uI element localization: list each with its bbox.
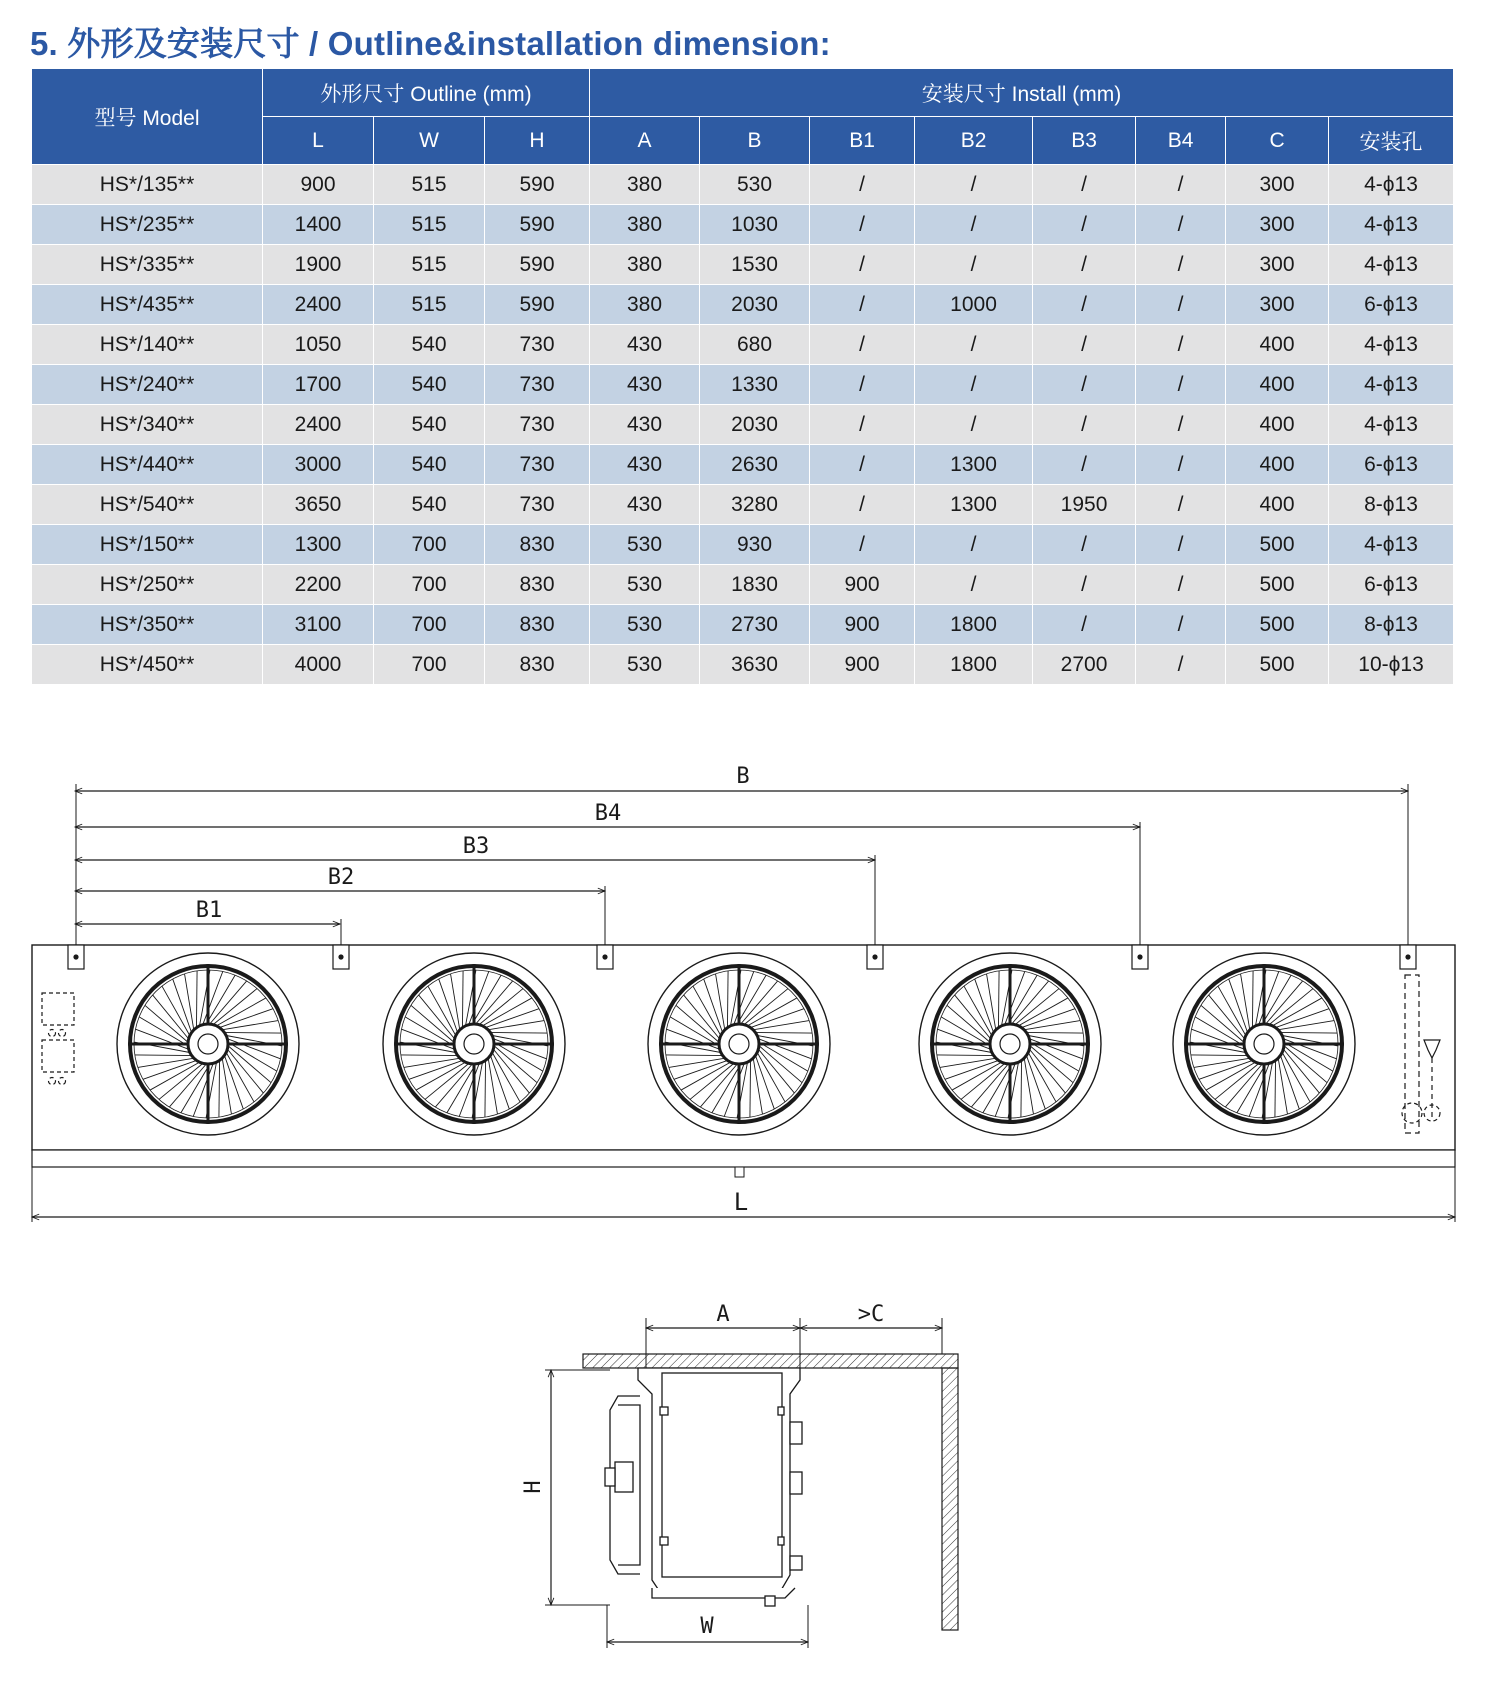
label-b4: B4: [594, 801, 622, 826]
value-cell: /: [810, 445, 915, 485]
value-cell: /: [810, 525, 915, 565]
model-header: 型号 Model: [32, 69, 263, 165]
value-cell: 540: [374, 485, 485, 525]
value-cell: 540: [374, 325, 485, 365]
label-c: >C: [857, 1302, 885, 1327]
value-cell: /: [915, 325, 1033, 365]
unit-side-profile: [605, 1368, 802, 1606]
value-cell: 400: [1226, 405, 1329, 445]
value-cell: 540: [374, 445, 485, 485]
col-header-b4: B4: [1136, 117, 1226, 165]
value-cell: 300: [1226, 165, 1329, 205]
value-cell: /: [810, 325, 915, 365]
dimension-w: [607, 1605, 808, 1648]
value-cell: /: [1136, 525, 1226, 565]
value-cell: /: [1136, 485, 1226, 525]
value-cell: 300: [1226, 245, 1329, 285]
dimension-b2: [75, 865, 605, 891]
value-cell: 900: [810, 565, 915, 605]
value-cell: /: [915, 165, 1033, 205]
outline-header: 外形尺寸 Outline (mm): [263, 69, 590, 117]
value-cell: 3650: [263, 485, 374, 525]
value-cell: /: [915, 205, 1033, 245]
model-cell: HS*/350**: [32, 605, 263, 645]
value-cell: 515: [374, 245, 485, 285]
value-cell: /: [1136, 405, 1226, 445]
value-cell: 515: [374, 285, 485, 325]
value-cell: 530: [590, 525, 700, 565]
value-cell: 680: [700, 325, 810, 365]
value-cell: 2030: [700, 285, 810, 325]
value-cell: 500: [1226, 565, 1329, 605]
value-cell: 590: [485, 205, 590, 245]
value-cell: /: [1136, 165, 1226, 205]
value-cell: 300: [1226, 205, 1329, 245]
value-cell: 2030: [700, 405, 810, 445]
value-cell: 530: [590, 605, 700, 645]
col-header-l: L: [263, 117, 374, 165]
model-cell: HS*/140**: [32, 325, 263, 365]
value-cell: /: [810, 365, 915, 405]
value-cell: 400: [1226, 365, 1329, 405]
value-cell: 430: [590, 485, 700, 525]
side-view: [521, 1302, 958, 1648]
dimension-b4: [75, 801, 1140, 827]
col-header-a: A: [590, 117, 700, 165]
value-cell: /: [1136, 445, 1226, 485]
value-cell: 530: [590, 645, 700, 685]
value-cell: 590: [485, 245, 590, 285]
value-cell: 4-ϕ13: [1329, 245, 1454, 285]
value-cell: 730: [485, 405, 590, 445]
value-cell: /: [1033, 245, 1136, 285]
value-cell: 1030: [700, 205, 810, 245]
drip-tray: [32, 1150, 1455, 1167]
value-cell: 830: [485, 525, 590, 565]
value-cell: 900: [810, 645, 915, 685]
value-cell: 900: [810, 605, 915, 645]
value-cell: /: [810, 165, 915, 205]
value-cell: 1300: [915, 445, 1033, 485]
value-cell: 830: [485, 605, 590, 645]
value-cell: 830: [485, 645, 590, 685]
value-cell: 2730: [700, 605, 810, 645]
model-cell: HS*/240**: [32, 365, 263, 405]
value-cell: /: [810, 285, 915, 325]
value-cell: 2700: [1033, 645, 1136, 685]
col-header-b1: B1: [810, 117, 915, 165]
value-cell: 730: [485, 325, 590, 365]
value-cell: /: [1136, 245, 1226, 285]
value-cell: 730: [485, 485, 590, 525]
value-cell: /: [915, 565, 1033, 605]
value-cell: 500: [1226, 605, 1329, 645]
value-cell: 430: [590, 445, 700, 485]
value-cell: /: [915, 245, 1033, 285]
fan-icon: [117, 953, 299, 1135]
page-title: 5. 外形及安装尺寸 / Outline&installation dimension:: [30, 25, 831, 62]
dimension-b: [75, 764, 1408, 791]
model-cell: HS*/435**: [32, 285, 263, 325]
value-cell: 590: [485, 165, 590, 205]
value-cell: 8-ϕ13: [1329, 605, 1454, 645]
value-cell: /: [1033, 605, 1136, 645]
model-cell: HS*/235**: [32, 205, 263, 245]
dimension-c: [800, 1302, 942, 1354]
model-cell: HS*/250**: [32, 565, 263, 605]
model-cell: HS*/440**: [32, 445, 263, 485]
install-header: 安装尺寸 Install (mm): [590, 69, 1454, 117]
value-cell: 4-ϕ13: [1329, 165, 1454, 205]
label-b2: B2: [327, 865, 355, 890]
dimension-h: [521, 1370, 610, 1605]
model-cell: HS*/135**: [32, 165, 263, 205]
value-cell: /: [1136, 325, 1226, 365]
value-cell: /: [1136, 565, 1226, 605]
value-cell: 1900: [263, 245, 374, 285]
value-cell: /: [1136, 365, 1226, 405]
value-cell: 4-ϕ13: [1329, 365, 1454, 405]
fan-icon: [1173, 953, 1355, 1135]
value-cell: 380: [590, 165, 700, 205]
value-cell: 1700: [263, 365, 374, 405]
label-b3: B3: [462, 834, 490, 859]
value-cell: 1000: [915, 285, 1033, 325]
value-cell: 1050: [263, 325, 374, 365]
value-cell: 700: [374, 565, 485, 605]
value-cell: 1800: [915, 645, 1033, 685]
label-h: H: [521, 1480, 546, 1494]
value-cell: /: [1033, 325, 1136, 365]
value-cell: 430: [590, 365, 700, 405]
col-header-c: C: [1226, 117, 1329, 165]
col-header-b2: B2: [915, 117, 1033, 165]
value-cell: 400: [1226, 325, 1329, 365]
label-b1: B1: [195, 898, 223, 923]
value-cell: 1400: [263, 205, 374, 245]
value-cell: 2200: [263, 565, 374, 605]
value-cell: 540: [374, 405, 485, 445]
value-cell: 6-ϕ13: [1329, 445, 1454, 485]
value-cell: /: [1033, 285, 1136, 325]
value-cell: /: [1033, 165, 1136, 205]
model-cell: HS*/450**: [32, 645, 263, 685]
value-cell: /: [1033, 205, 1136, 245]
value-cell: 1830: [700, 565, 810, 605]
value-cell: /: [1136, 205, 1226, 245]
value-cell: /: [810, 245, 915, 285]
value-cell: 930: [700, 525, 810, 565]
value-cell: 500: [1226, 645, 1329, 685]
col-header-holes: 安装孔: [1329, 117, 1454, 165]
value-cell: 300: [1226, 285, 1329, 325]
value-cell: 700: [374, 525, 485, 565]
value-cell: 3280: [700, 485, 810, 525]
value-cell: /: [1033, 365, 1136, 405]
wall: [942, 1368, 958, 1630]
value-cell: 500: [1226, 525, 1329, 565]
fan-icon: [648, 953, 830, 1135]
value-cell: 3000: [263, 445, 374, 485]
value-cell: 4-ϕ13: [1329, 325, 1454, 365]
value-cell: /: [1033, 445, 1136, 485]
label-a: A: [716, 1302, 730, 1327]
col-header-h: H: [485, 117, 590, 165]
dimension-b1: [75, 898, 340, 924]
value-cell: /: [1136, 285, 1226, 325]
value-cell: 6-ϕ13: [1329, 565, 1454, 605]
dimension-b3: [75, 834, 875, 860]
col-header-b3: B3: [1033, 117, 1136, 165]
drain-outlet: [735, 1167, 744, 1177]
value-cell: 1800: [915, 605, 1033, 645]
value-cell: 540: [374, 365, 485, 405]
value-cell: 4000: [263, 645, 374, 685]
value-cell: 700: [374, 605, 485, 645]
value-cell: /: [1136, 605, 1226, 645]
col-header-b: B: [700, 117, 810, 165]
value-cell: /: [915, 365, 1033, 405]
model-cell: HS*/540**: [32, 485, 263, 525]
fan-icon: [383, 953, 565, 1135]
value-cell: 1950: [1033, 485, 1136, 525]
value-cell: 380: [590, 205, 700, 245]
value-cell: 2400: [263, 405, 374, 445]
value-cell: /: [915, 405, 1033, 445]
value-cell: /: [1136, 645, 1226, 685]
value-cell: 1300: [915, 485, 1033, 525]
label-b: B: [736, 764, 750, 789]
value-cell: 1530: [700, 245, 810, 285]
value-cell: 730: [485, 365, 590, 405]
value-cell: 380: [590, 245, 700, 285]
value-cell: 380: [590, 285, 700, 325]
model-cell: HS*/340**: [32, 405, 263, 445]
value-cell: 4-ϕ13: [1329, 405, 1454, 445]
value-cell: 4-ϕ13: [1329, 205, 1454, 245]
value-cell: 400: [1226, 445, 1329, 485]
ceiling: [583, 1354, 958, 1368]
front-view: [32, 764, 1455, 1222]
value-cell: 6-ϕ13: [1329, 285, 1454, 325]
value-cell: /: [810, 205, 915, 245]
value-cell: 430: [590, 325, 700, 365]
label-l: L: [733, 1188, 749, 1216]
value-cell: 10-ϕ13: [1329, 645, 1454, 685]
value-cell: 2630: [700, 445, 810, 485]
value-cell: 400: [1226, 485, 1329, 525]
value-cell: /: [810, 485, 915, 525]
extension-lines: [76, 784, 1408, 945]
value-cell: /: [1033, 565, 1136, 605]
fan-icon: [919, 953, 1101, 1135]
value-cell: 2400: [263, 285, 374, 325]
value-cell: 730: [485, 445, 590, 485]
model-cell: HS*/150**: [32, 525, 263, 565]
label-w: W: [700, 1614, 714, 1639]
value-cell: 700: [374, 645, 485, 685]
value-cell: 3100: [263, 605, 374, 645]
value-cell: 515: [374, 165, 485, 205]
value-cell: 8-ϕ13: [1329, 485, 1454, 525]
value-cell: 530: [590, 565, 700, 605]
value-cell: 900: [263, 165, 374, 205]
value-cell: /: [1033, 525, 1136, 565]
value-cell: /: [810, 405, 915, 445]
value-cell: 430: [590, 405, 700, 445]
value-cell: 4-ϕ13: [1329, 525, 1454, 565]
value-cell: 830: [485, 565, 590, 605]
value-cell: 3630: [700, 645, 810, 685]
value-cell: 515: [374, 205, 485, 245]
col-header-w: W: [374, 117, 485, 165]
value-cell: 590: [485, 285, 590, 325]
value-cell: 1330: [700, 365, 810, 405]
value-cell: /: [1033, 405, 1136, 445]
value-cell: 1300: [263, 525, 374, 565]
model-cell: HS*/335**: [32, 245, 263, 285]
value-cell: /: [915, 525, 1033, 565]
value-cell: 530: [700, 165, 810, 205]
